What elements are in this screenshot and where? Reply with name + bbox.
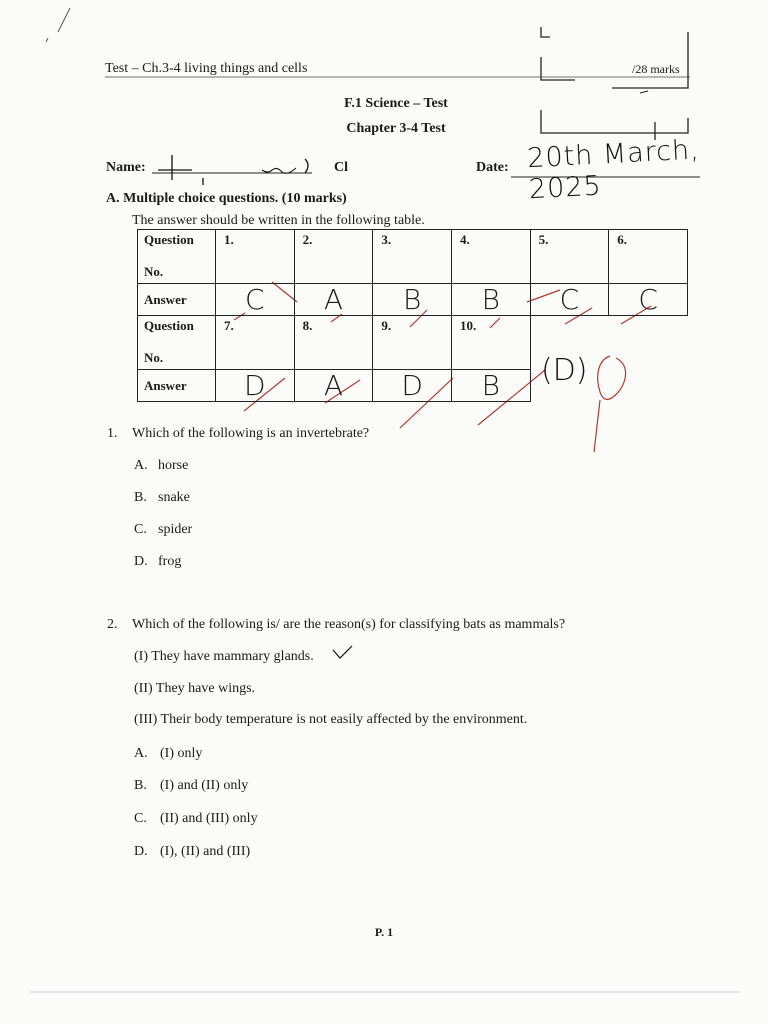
extra-handwritten-answer: (D): [541, 353, 588, 388]
qnum-cell: 3.: [373, 230, 452, 284]
qnum-cell: 4.: [451, 230, 530, 284]
answer-value: A: [323, 282, 344, 316]
answer-value: B: [481, 368, 500, 402]
answer-cell[interactable]: [451, 284, 530, 316]
no-label: No.: [144, 350, 164, 365]
option-letter: D.: [134, 554, 148, 569]
qnum-cell: 7.: [216, 316, 295, 370]
answer-cell[interactable]: [530, 284, 609, 316]
qnum-cell: 1.: [216, 230, 295, 284]
answer-value: C: [638, 282, 658, 316]
qnum-cell: 9.: [373, 316, 452, 370]
option-text[interactable]: snake: [158, 490, 190, 505]
option-letter: C.: [134, 811, 147, 826]
answer-cell[interactable]: [216, 284, 295, 316]
answer-value: C: [245, 282, 265, 316]
option-letter: A.: [134, 458, 148, 473]
page-number: P. 1: [374, 925, 394, 939]
option-letter: C.: [134, 522, 147, 537]
option-text[interactable]: frog: [158, 554, 182, 569]
section-a-instruction: The answer should be written in the following table.: [132, 213, 425, 228]
option-letter: B.: [134, 490, 147, 505]
question-2-number: 2.: [107, 617, 118, 632]
answer-table: [137, 229, 688, 402]
chapter-title-row: [0, 121, 768, 137]
option-letter: A.: [134, 746, 148, 761]
question-header-cell: [138, 230, 216, 284]
question-2-text: Which of the following is/ are the reason(s) for classifying bats as mammals?: [132, 617, 566, 632]
marks-label: /28 marks: [632, 62, 680, 76]
chapter-title: Chapter 3-4 Test: [346, 121, 446, 136]
table-row: [138, 230, 688, 284]
qnum-cell: 8.: [294, 316, 373, 370]
question-1-number: 1.: [107, 426, 118, 441]
date-label: Date:: [476, 160, 509, 175]
option-text[interactable]: (I) and (II) only: [160, 778, 249, 793]
question-1-text: Which of the following is an invertebrate?: [132, 426, 370, 441]
table-row: [138, 284, 688, 316]
table-row: [138, 316, 688, 370]
answer-header-cell: Answer: [138, 284, 216, 316]
qnum-cell: 2.: [294, 230, 373, 284]
answer-cell[interactable]: [294, 284, 373, 316]
option-text[interactable]: (I), (II) and (III): [160, 844, 251, 859]
class-label: Cl: [334, 160, 348, 175]
question-label: Question: [144, 232, 194, 247]
answer-cell[interactable]: [216, 370, 295, 402]
answer-value: B: [481, 282, 500, 316]
date-value: 20th March, 2025: [526, 134, 701, 206]
qnum-cell: 5.: [530, 230, 609, 284]
statement-3: (III) Their body temperature is not easily affected by the environment.: [134, 712, 528, 727]
no-label: No.: [144, 264, 164, 279]
science-title-row: [0, 96, 768, 112]
question-header-cell: [138, 316, 216, 370]
section-a-heading: A. Multiple choice questions. (10 marks): [106, 191, 347, 206]
answer-cell[interactable]: [294, 370, 373, 402]
answer-value: D: [401, 368, 423, 402]
answer-value: C: [559, 282, 580, 316]
answer-value: B: [402, 282, 422, 316]
option-letter: D.: [134, 844, 148, 859]
option-text[interactable]: (II) and (III) only: [160, 811, 258, 826]
test-title: Test – Ch.3-4 living things and cells: [105, 61, 308, 76]
science-title: F.1 Science – Test: [344, 96, 448, 111]
answer-cell[interactable]: [451, 370, 530, 402]
statement-2: (II) They have wings.: [134, 681, 256, 696]
answer-cell[interactable]: [373, 370, 452, 402]
option-letter: B.: [134, 778, 147, 793]
answer-cell[interactable]: [373, 284, 452, 316]
qnum-cell: 10.: [451, 316, 530, 370]
option-text[interactable]: (I) only: [160, 746, 203, 761]
option-text[interactable]: spider: [158, 522, 193, 537]
answer-header-cell: Answer: [138, 370, 216, 402]
answer-value: D: [244, 368, 266, 402]
name-label: Name:: [106, 160, 146, 175]
answer-value: A: [323, 368, 344, 402]
question-label: Question: [144, 318, 194, 333]
statement-1: (I) They have mammary glands.: [134, 649, 314, 664]
answer-cell[interactable]: [609, 284, 688, 316]
qnum-cell: 6.: [609, 230, 688, 284]
option-text[interactable]: horse: [158, 458, 189, 473]
